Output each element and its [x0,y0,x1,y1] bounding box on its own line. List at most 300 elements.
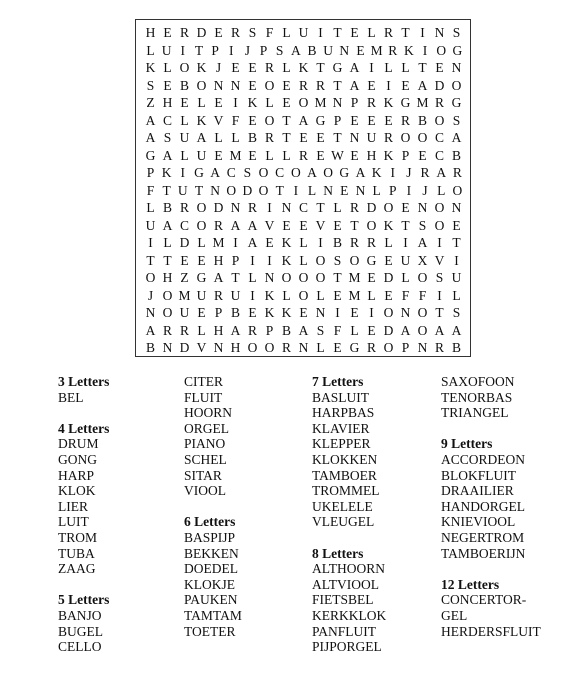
word-list-item: UKELELE [312,498,373,514]
grid-letter: E [333,340,342,355]
grid-letter: B [247,130,257,145]
grid-letter: N [451,60,462,75]
word-list-item: KLAVIER [312,420,370,436]
grid-letter: K [383,217,394,233]
grid-letter: P [146,165,155,180]
grid-letter: L [299,252,308,268]
grid-letter: F [333,322,342,338]
grid-letter: L [367,25,376,40]
grid-letter: M [416,95,429,110]
grid-letter: E [248,77,257,93]
grid-row [136,147,470,164]
grid-letter: O [196,217,207,233]
grid-letter: B [179,77,189,93]
word-list-column-1 [58,374,188,655]
word-list-item: VLEUGEL [312,514,375,530]
word-list-column-2 [184,374,314,639]
word-list-item: TRIANGEL [441,405,509,421]
grid-letter: O [298,270,309,285]
grid-letter: T [194,42,204,58]
grid-letter: U [298,25,309,40]
word-list-item: ALTHOORN [312,561,386,577]
grid-letter: C [434,147,444,163]
grid-letter: D [179,340,190,355]
grid-letter: K [281,235,292,250]
word-list-item: BEKKEN [184,545,239,561]
grid-letter: I [437,287,442,303]
word-list-item: SITAR [184,467,222,483]
word-list-item: ZAAG [58,561,96,577]
grid-letter: I [369,60,374,75]
grid-letter: I [233,235,238,250]
word-group-heading: 9 Letters [441,436,493,452]
grid-letter: L [299,235,308,250]
grid-letter: E [299,305,308,320]
grid-letter: P [350,95,359,110]
grid-letter: E [384,287,393,303]
grid-letter: O [162,287,173,303]
grid-letter: L [384,235,393,250]
grid-letter: T [146,252,155,268]
grid-letter: E [452,217,461,233]
grid-letter: B [451,340,461,355]
grid-letter: U [161,42,172,58]
grid-letter: E [435,60,444,75]
grid-letter: I [250,287,255,303]
grid-letter: R [452,165,462,180]
grid-letter: U [196,147,207,163]
grid-letter: E [316,147,325,163]
grid-letter: E [299,217,308,233]
word-list-item: LIER [58,498,88,514]
word-list-item: HARP [58,467,95,483]
grid-letter: I [437,235,442,250]
grid-letter: E [367,270,376,285]
grid-letter: E [214,95,223,110]
grid-letter: S [333,252,342,268]
grid-letter: O [162,305,173,320]
grid-letter: L [265,147,274,163]
word-list-item: TROMMEL [312,483,380,499]
grid-row [136,269,470,286]
grid-letter: H [213,322,224,338]
grid-letter: O [451,77,462,93]
grid-letter: L [333,200,342,215]
word-list-item: BLOKFLUIT [441,467,516,483]
grid-letter: R [264,130,274,145]
grid-letter: D [383,322,394,338]
grid-letter: N [400,305,411,320]
grid-letter: N [213,77,224,93]
grid-letter: A [451,322,462,338]
grid-letter: O [264,77,275,93]
word-list-column-4 [441,374,571,639]
word-list-item: SCHEL [184,451,227,467]
grid-letter: K [383,95,394,110]
grid-letter: O [434,217,445,233]
grid-letter: R [383,130,393,145]
grid-letter: O [258,165,269,180]
grid-letter: N [349,130,360,145]
grid-letter: E [367,322,376,338]
grid-letter: L [163,60,172,75]
grid-letter: D [196,25,207,40]
word-list-item: KNIEVIOOL [441,514,516,530]
grid-letter: N [315,305,326,320]
grid-letter: R [400,112,410,128]
grid-letter: O [323,165,334,180]
grid-letter: L [146,42,155,58]
grid-letter: U [177,182,188,198]
grid-letter: A [145,322,156,338]
grid-letter: G [194,165,204,180]
grid-letter: I [318,25,323,40]
grid-letter: E [282,77,291,93]
grid-letter: L [307,182,317,198]
grid-letter: K [383,147,394,163]
grid-letter: T [401,217,410,233]
grid-letter: O [434,200,445,215]
grid-letter: L [146,200,155,215]
grid-letter: L [316,340,325,355]
grid-letter: A [451,130,462,145]
word-list-item: DRUM [58,436,99,452]
grid-letter: O [226,182,237,198]
grid-letter: A [436,165,447,180]
grid-letter: E [248,112,257,128]
grid-letter: H [145,25,156,40]
word-list-item: ORGEL [184,420,229,436]
word-list-item: DRAAILIER [441,483,514,499]
grid-row [136,322,470,339]
word-list-item: FLUIT [184,389,223,405]
grid-letter: O [417,322,428,338]
grid-letter: T [435,305,444,320]
grid-letter: O [298,95,309,110]
grid-letter: K [264,287,275,303]
grid-letter: T [333,270,342,285]
grid-letter: T [316,60,325,75]
grid-letter: A [230,217,241,233]
grid-letter: T [452,235,461,250]
grid-letter: U [196,287,207,303]
word-list-item: TOETER [184,623,236,639]
word-list-item: PIJPORGEL [312,639,382,655]
grid-letter: L [231,130,240,145]
grid-letter: N [355,182,366,198]
grid-letter: D [242,182,253,198]
grid-letter: N [230,200,241,215]
grid-letter: G [339,165,350,180]
grid-letter: F [231,112,240,128]
grid-letter: M [314,95,327,110]
grid-letter: E [350,112,359,128]
word-search-grid [135,19,471,357]
grid-letter: C [162,112,172,128]
grid-letter: A [298,322,309,338]
grid-letter: N [323,182,334,198]
grid-letter: L [350,322,359,338]
grid-letter: K [371,165,382,180]
grid-letter: K [298,60,309,75]
grid-letter: V [213,112,224,128]
grid-letter: L [372,182,381,198]
grid-letter: L [197,235,206,250]
grid-letter: G [145,147,156,163]
grid-letter: L [367,287,376,303]
grid-letter: L [197,322,206,338]
grid-letter: B [230,305,240,320]
grid-letter: I [267,252,272,268]
grid-letter: C [298,200,308,215]
word-list-item: BASPIJP [184,529,236,545]
word-list-item: BUGEL [58,623,103,639]
grid-letter: T [333,130,342,145]
grid-letter: E [367,77,376,93]
grid-letter: O [383,340,394,355]
grid-letter: E [333,217,342,233]
grid-letter: A [349,77,360,93]
grid-letter: O [417,270,428,285]
grid-letter: K [281,252,292,268]
grid-letter: O [383,200,394,215]
grid-letter: R [179,200,189,215]
grid-letter: M [348,287,361,303]
grid-letter: O [349,252,360,268]
grid-letter: F [265,25,274,40]
word-list-item: CONCERTOR- [441,592,527,608]
grid-letter: Z [180,270,189,285]
word-list-item: NEGERTROM [441,529,525,545]
grid-letter: B [145,340,155,355]
grid-letter: T [316,200,325,215]
grid-letter: O [264,112,275,128]
grid-letter: L [401,60,410,75]
grid-letter: R [383,25,393,40]
grid-letter: H [366,147,377,163]
word-list-item: TAMTAM [184,607,242,623]
grid-letter: O [436,42,447,58]
grid-letter: O [400,130,411,145]
grid-letter: S [248,25,257,40]
grid-letter: B [162,200,172,215]
word-list-item: BANJO [58,607,102,623]
grid-letter: E [401,200,410,215]
grid-letter: L [282,287,291,303]
word-list-item: KLOK [58,483,96,499]
grid-letter: T [194,182,204,198]
grid-letter: G [400,95,411,110]
word-list-item: VIOOL [184,483,226,499]
grid-letter: L [282,25,291,40]
grid-letter: R [298,147,308,163]
grid-row [136,24,470,41]
grid-letter: O [281,270,292,285]
grid-letter: I [369,305,374,320]
grid-letter: J [422,182,428,198]
grid-letter: L [282,147,291,163]
grid-letter: B [281,322,291,338]
grid-letter: I [406,182,412,198]
word-list-item: CELLO [58,639,102,655]
grid-letter: R [230,25,240,40]
grid-letter: R [349,235,359,250]
grid-letter: T [401,25,410,40]
word-list-item: PIANO [184,436,226,452]
grid-letter: N [281,200,292,215]
word-group-heading: 8 Letters [312,545,364,561]
grid-letter: A [247,235,258,250]
grid-letter: G [349,340,360,355]
grid-letter: X [417,252,428,268]
grid-letter: R [162,322,172,338]
word-group-heading: 5 Letters [58,592,110,608]
grid-letter: T [333,77,342,93]
spacer [441,561,571,577]
grid-letter: O [264,340,275,355]
grid-letter: V [264,217,275,233]
grid-letter: R [349,200,359,215]
word-list-item: TAMBOER [312,467,377,483]
word-list-item: HERDERSFLUIT [441,623,541,639]
grid-letter: A [417,235,428,250]
word-list-item: TENORBAS [441,389,513,405]
grid-letter: T [418,60,427,75]
grid-letter: V [196,340,207,355]
grid-letter: A [247,217,258,233]
grid-letter: I [229,42,234,58]
grid-letter: I [180,42,186,58]
grid-letter: A [196,130,207,145]
grid-letter: L [265,95,274,110]
grid-letter: A [355,165,366,180]
grid-letter: R [298,77,308,93]
grid-letter: H [230,340,241,355]
grid-letter: O [247,340,258,355]
grid-letter: T [282,112,291,128]
grid-letter: C [275,165,285,180]
grid-letter: T [162,182,171,198]
word-list-item: HARPBAS [312,405,375,421]
grid-letter: R [434,340,444,355]
grid-letter: U [323,42,334,58]
word-group-heading: 3 Letters [58,374,110,389]
word-list-column-3 [312,374,442,655]
grid-letter: G [315,112,326,128]
word-list-item: LUIT [58,514,89,530]
grid-letter: H [162,270,173,285]
grid-letter: G [332,60,343,75]
grid-letter: O [366,217,377,233]
grid-letter: A [162,147,173,163]
grid-letter: M [212,235,225,250]
grid-letter: E [282,217,291,233]
grid-letter: T [282,130,291,145]
word-list-item: BEL [58,389,84,405]
grid-letter: B [332,235,342,250]
grid-letter: G [451,95,462,110]
grid-letter: E [350,147,359,163]
grid-row [136,94,470,111]
grid-row [136,234,470,251]
grid-row [136,129,470,146]
grid-row [136,182,470,199]
grid-letter: I [267,200,272,215]
grid-letter: A [145,130,156,145]
grid-letter: I [390,165,395,180]
grid-letter: P [265,322,274,338]
word-list-item: GONG [58,451,97,467]
grid-letter: A [145,112,156,128]
word-group-heading: 7 Letters [312,374,364,389]
spacer [312,530,442,546]
grid-letter: A [213,270,224,285]
grid-letter: O [258,182,269,198]
grid-letter: E [350,25,359,40]
grid-letter: A [434,322,445,338]
grid-letter: N [230,77,241,93]
grid-letter: M [370,42,383,58]
grid-letter: I [422,42,428,58]
grid-letter: V [315,217,326,233]
spacer [441,421,571,437]
grid-letter: I [454,252,459,268]
grid-letter: E [367,112,376,128]
grid-letter: P [211,42,219,58]
grid-letter: C [434,130,444,145]
grid-letter: A [230,322,241,338]
grid-letter: N [162,340,173,355]
grid-letter: E [384,112,393,128]
grid-letter: E [231,60,240,75]
grid-letter: O [315,252,326,268]
grid-letter: R [247,322,257,338]
grid-letter: T [350,217,359,233]
grid-letter: M [348,270,361,285]
grid-letter: I [250,252,255,268]
grid-letter: U [230,287,241,303]
grid-letter: O [145,270,156,285]
spacer [58,405,188,421]
grid-letter: T [163,252,172,268]
grid-letter: J [147,287,154,303]
grid-letter: E [356,42,365,58]
grid-letter: N [434,25,445,40]
grid-letter: E [180,252,189,268]
grid-letter: O [196,200,207,215]
grid-letter: U [179,130,190,145]
grid-letter: E [265,235,274,250]
grid-letter: S [452,305,461,320]
grid-letter: N [417,200,428,215]
word-group-heading: 12 Letters [441,576,500,592]
grid-letter: U [400,252,411,268]
grid-letter: I [293,182,299,198]
grid-letter: C [179,217,189,233]
grid-letter: R [213,217,223,233]
word-list-item: ALTVIOOL [312,576,379,592]
grid-letter: P [259,42,268,58]
grid-letter: G [366,252,377,268]
word-group-heading: 6 Letters [184,514,236,530]
grid-letter: R [366,340,376,355]
grid-letter: R [179,25,189,40]
grid-letter: O [196,77,207,93]
grid-letter: E [163,25,172,40]
grid-letter: R [366,235,376,250]
grid-letter: O [298,287,309,303]
grid-letter: N [213,340,224,355]
